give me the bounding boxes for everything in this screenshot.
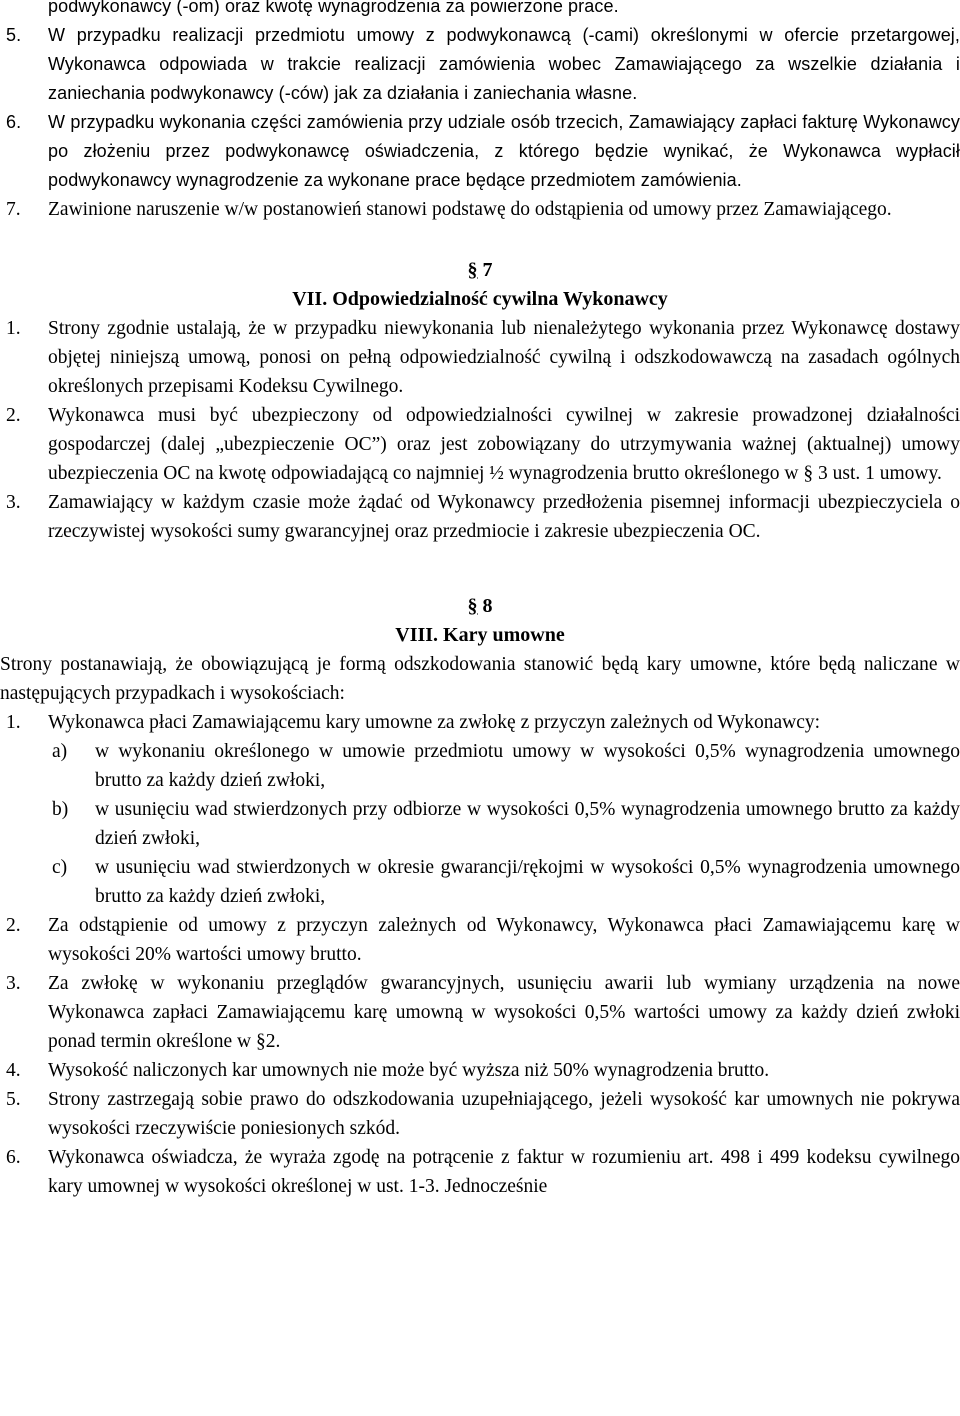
section-sign: § (467, 259, 478, 281)
list-item (0, 911, 960, 969)
item-number: 2. (6, 915, 21, 936)
section-number-value: 8 (482, 595, 493, 617)
list-item (0, 1143, 960, 1201)
sub-item-letter: a) (52, 741, 68, 762)
list-item (0, 21, 960, 108)
item-number: 6. (6, 112, 22, 132)
item-number: 2. (6, 405, 21, 426)
sub-list-item (0, 853, 960, 911)
item-text: Zamawiający w każdym czasie może żądać od Wykonawcy przedłożenia pisemnej informacji ubezpieczyciela o rzeczywistej wysokości sumy gwarancyjnej oraz przedmiocie i zakresie ubezpieczenia OC. (48, 492, 960, 542)
item-text: Zawinione naruszenie w/w postanowień stanowi podstawę do odstąpienia od umowy przez Zamawiającego. (48, 199, 892, 220)
sub-item-letter: b) (52, 799, 69, 820)
item-number: 1. (6, 318, 21, 339)
section-number-value: 7 (482, 259, 493, 281)
item-number: 3. (6, 492, 21, 513)
item-number: 7. (6, 199, 21, 220)
sub-list-item (0, 795, 960, 853)
item-number: 3. (6, 973, 21, 994)
item-text: Wysokość naliczonych kar umownych nie może być wyższa niż 50% wynagrodzenia brutto. (48, 1060, 770, 1081)
sub-item-text: w usunięciu wad stwierdzonych przy odbiorze w wysokości 0,5% wynagrodzenia umownego brutto za każdy dzień zwłoki, (95, 799, 960, 849)
item-text: Za zwłokę w wykonaniu przeglądów gwarancyjnych, usunięciu awarii lub wymiany urządzenia na nowe Wykonawca zapłaci Zamawiającemu karę umowną w wysokości 0,5% wartości umowy za każdy dzień zwłoki ponad termin określone w §2. (48, 973, 960, 1052)
list-item (0, 195, 960, 224)
sub-item-text: w wykonaniu określonego w umowie przedmiotu umowy w wysokości 0,5% wynagrodzenia umownego brutto za każdy dzień zwłoki, (95, 741, 960, 791)
section-number (0, 592, 960, 621)
sub-item-text: w usunięciu wad stwierdzonych w okresie gwarancji/rękojmi w wysokości 0,5% wynagrodzenia umownego brutto za każdy dzień zwłoki, (95, 857, 960, 907)
item-number: 6. (6, 1147, 21, 1168)
list-item (0, 1085, 960, 1143)
list-item (0, 708, 960, 737)
item-text: W przypadku realizacji przedmiotu umowy z podwykonawcą (-cami) określonymi w ofercie przetargowej, Wykonawca odpowiada w trakcie realizacji zamówienia wobec Zamawiającego za wszelkie działania i zaniechania podwykonawcy (-ców) jak za działania i zaniechania własne. (48, 25, 960, 103)
list-item (0, 969, 960, 1056)
item-text: Wykonawca musi być ubezpieczony od odpowiedzialności cywilnej w zakresie prowadzonej działalności gospodarczej (dalej „ubezpieczenie OC”) oraz jest zobowiązany do utrzymywania ważnej (aktualnej) umowy ubezpieczenia OC na kwotę odpowiadającą co najmniej ½ wynagrodzenia brutto określonego w § 3 ust. 1 umowy. (48, 405, 960, 484)
section-title: VII. Odpowiedzialność cywilna Wykonawcy (292, 288, 668, 310)
continued-line: podwykonawcy (-om) oraz kwotę wynagrodzenia za powierzone prace. (48, 0, 619, 16)
section-number (0, 256, 960, 285)
item-text: Za odstąpienie od umowy z przyczyn zależnych od Wykonawcy, Wykonawca płaci Zamawiającemu karę w wysokości 20% wartości umowy brutto. (48, 915, 960, 965)
item-number: 4. (6, 1060, 21, 1081)
list-item (0, 1056, 960, 1085)
item-text: Wykonawca oświadcza, że wyraża zgodę na potrącenie z faktur w rozumieniu art. 498 i 499 kodeksu cywilnego kary umownej w wysokości określonej w ust. 1-3. Jednocześnie (48, 1147, 960, 1197)
list-item (0, 314, 960, 401)
item-text: Wykonawca płaci Zamawiającemu kary umowne za zwłokę z przyczyn zależnych od Wykonawcy: (48, 712, 821, 733)
section-sign: § (467, 595, 478, 617)
item-number: 5. (6, 1089, 21, 1110)
sub-item-letter: c) (52, 857, 68, 878)
section-intro: Strony postanawiają, że obowiązującą je formą odszkodowania stanowić będą kary umowne, które będą naliczane w następujących przypadkach i wysokościach: (0, 654, 960, 704)
item-text: Strony zgodnie ustalają, że w przypadku niewykonania lub nienależytego wykonania przez Wykonawcę dostawy objętej niniejszą umową, ponosi on pełną odpowiedzialność cywilną i odszkodowawczą na zasadach ogólnych określonych przepisami Kodeksu Cywilnego. (48, 318, 960, 397)
list-item (0, 488, 960, 546)
list-item (0, 108, 960, 195)
item-text: W przypadku wykonania części zamówienia przy udziale osób trzecich, Zamawiający zapłaci fakturę Wykonawcy po złożeniu przez podwykonawcę oświadczenia, z którego będzie wynikać, że Wykonawca wypłacił podwykonawcy wynagrodzenie za wykonane prace będące przedmiotem zamówienia. (48, 112, 960, 190)
item-text: Strony zastrzegają sobie prawo do odszkodowania uzupełniającego, jeżeli wysokość kar umownych nie pokrywa wysokości rzeczywiście poniesionych szkód. (48, 1089, 960, 1139)
item-number: 5. (6, 25, 22, 45)
item-number: 1. (6, 712, 21, 733)
section-title: VIII. Kary umowne (395, 624, 565, 646)
list-item (0, 401, 960, 488)
sub-list-item (0, 737, 960, 795)
